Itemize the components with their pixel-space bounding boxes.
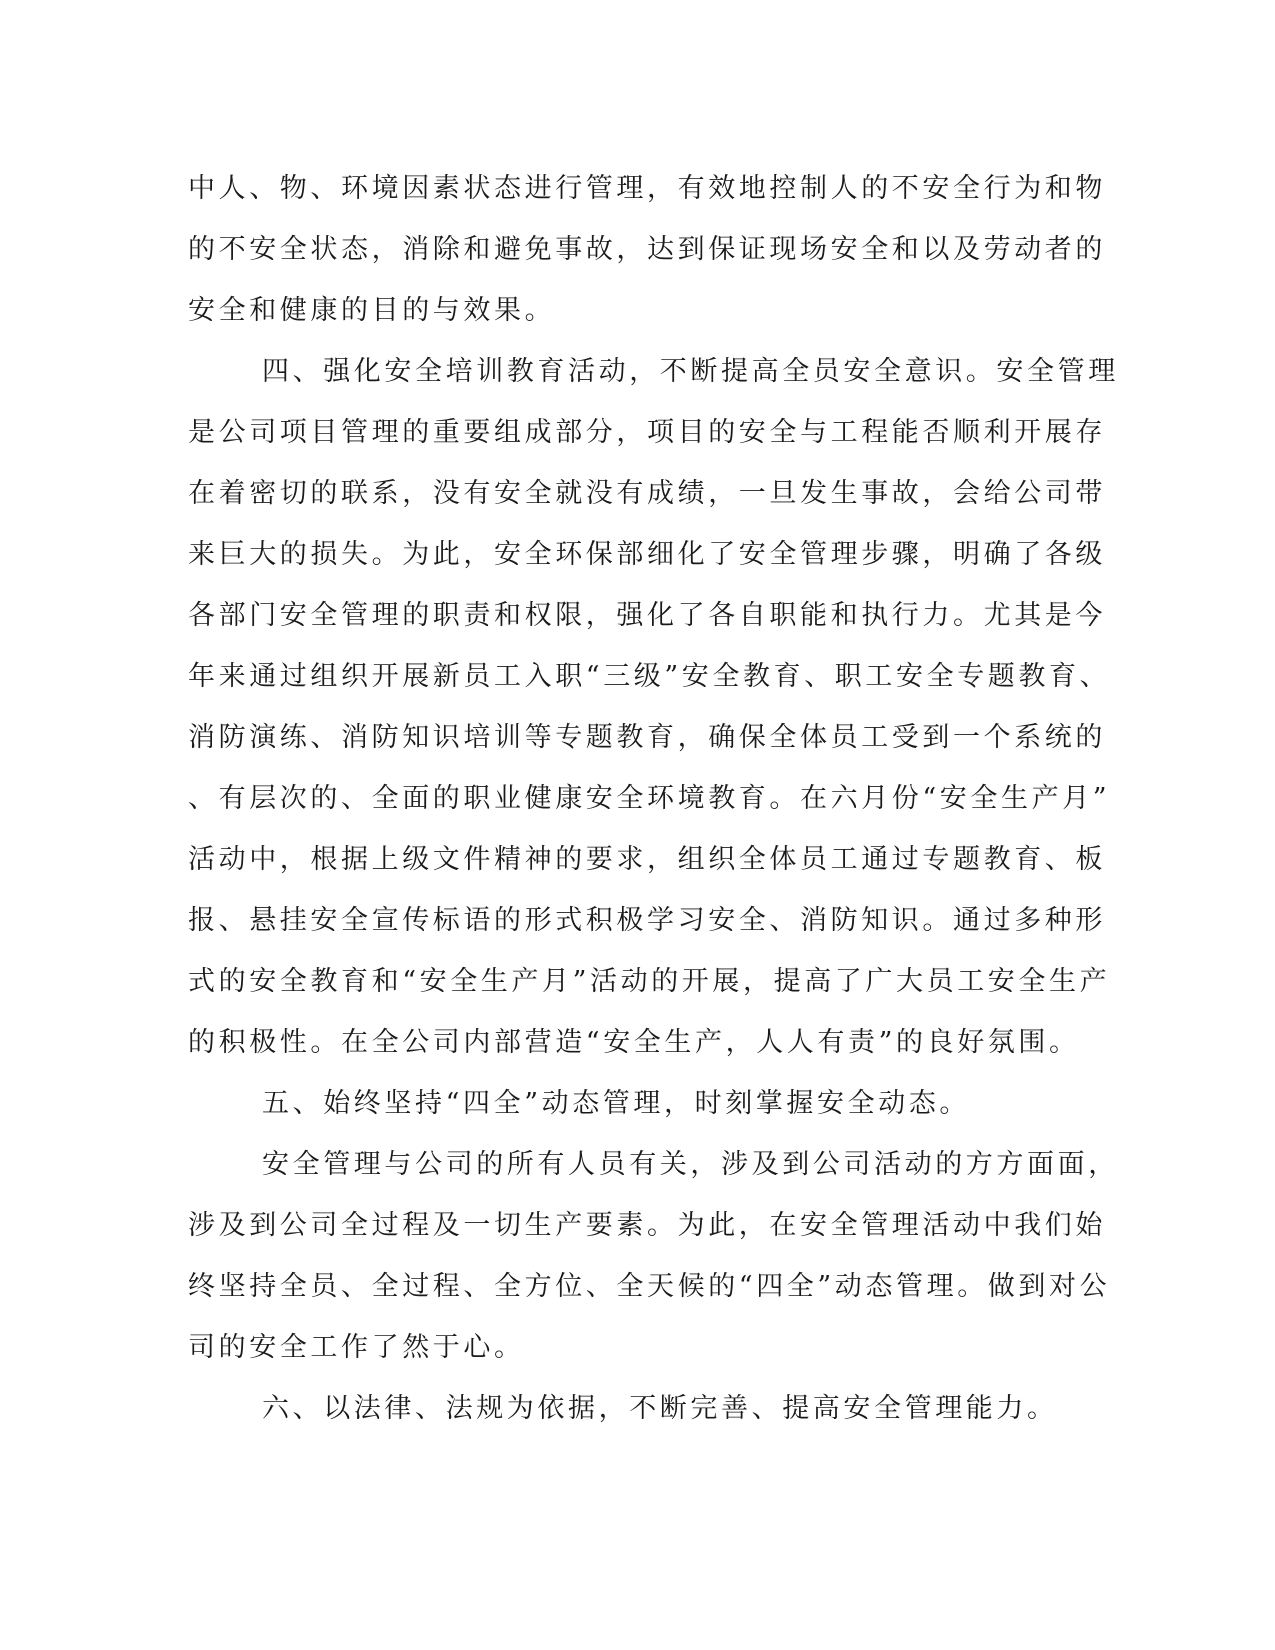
text-line: 、有层次的、全面的职业健康安全环境教育。在六月份“安全生产月” [188,783,1111,814]
text-line: 涉及到公司全过程及一切生产要素。为此，在安全管理活动中我们始 [188,1210,1106,1241]
text-line: 中人、物、环境因素状态进行管理，有效地控制人的不安全行为和物 [188,173,1106,204]
text-line: 司的安全工作了然于心。 [188,1332,525,1363]
body-text [188,158,1119,1439]
section-six-heading-line: 六、以法律、法规为依据，不断完善、提高安全管理能力。 [262,1393,1058,1424]
section-four-heading-line: 四、强化安全培训教育活动，不断提高全员安全意识。安全管理 [262,356,1119,387]
text-line: 消防演练、消防知识培训等专题教育，确保全体员工受到一个系统的 [188,722,1106,753]
text-line: 的积极性。在全公司内部营造“安全生产，人人有责”的良好氛围。 [188,1027,1080,1058]
text-line: 是公司项目管理的重要组成部分，项目的安全与工程能否顺利开展存 [188,417,1106,448]
text-line: 来巨大的损失。为此，安全环保部细化了安全管理步骤，明确了各级 [188,539,1106,570]
text-line: 安全和健康的目的与效果。 [188,295,556,326]
text-line: 终坚持全员、全过程、全方位、全天候的“四全”动态管理。做到对公 [188,1271,1111,1302]
text-line: 年来通过组织开展新员工入职“三级”安全教育、职工安全专题教育、 [188,661,1111,692]
text-line: 报、悬挂安全宣传标语的形式积极学习安全、消防知识。通过多种形 [188,905,1106,936]
paragraph-start-line: 安全管理与公司的所有人员有关，涉及到公司活动的方方面面， [262,1149,1119,1180]
text-line: 各部门安全管理的职责和权限，强化了各自职能和执行力。尤其是今 [188,600,1106,631]
text-line: 在着密切的联系，没有安全就没有成绩，一旦发生事故，会给公司带 [188,478,1106,509]
text-line: 的不安全状态，消除和避免事故，达到保证现场安全和以及劳动者的 [188,234,1106,265]
text-line: 式的安全教育和“安全生产月”活动的开展，提高了广大员工安全生产 [188,966,1111,997]
text-line: 活动中，根据上级文件精神的要求，组织全体员工通过专题教育、板 [188,844,1106,875]
section-five-heading-line: 五、始终坚持“四全”动态管理，时刻掌握安全动态。 [262,1088,971,1119]
